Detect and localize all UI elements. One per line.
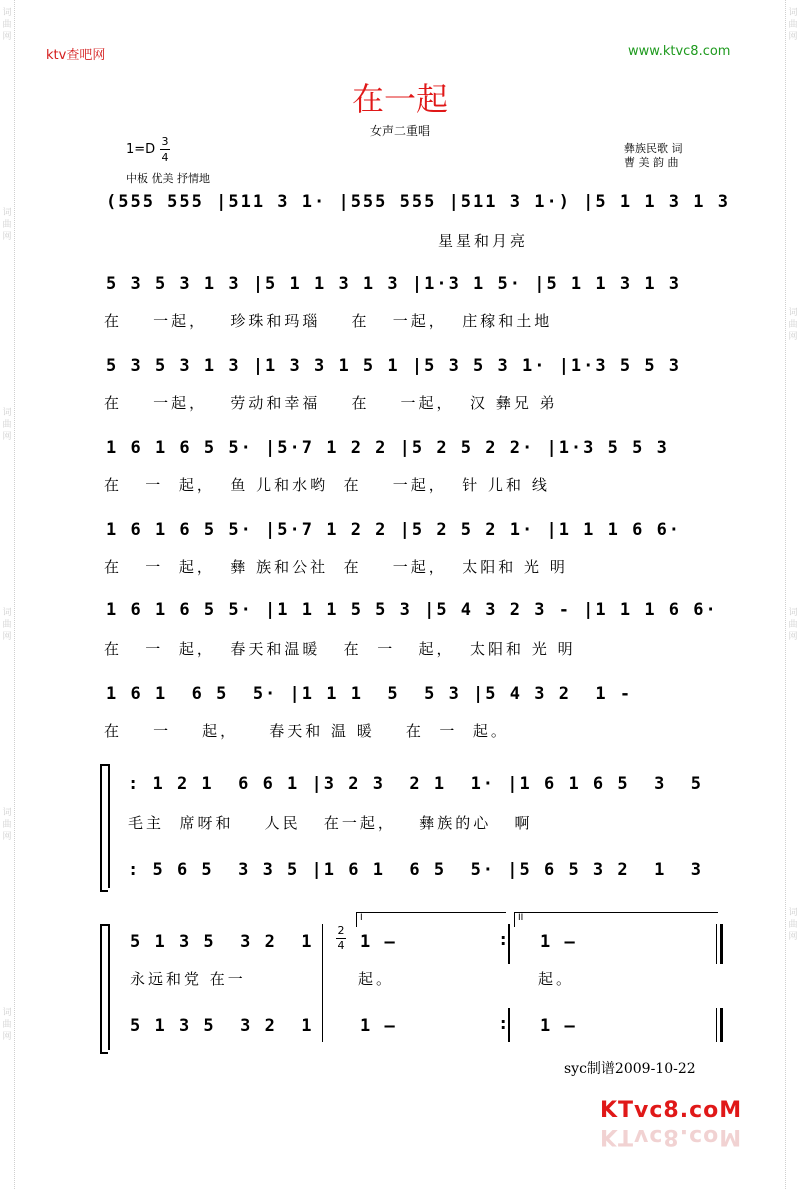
time-signature-bottom: 4	[161, 151, 169, 164]
tempo-marking: 中板 优美 抒情地	[126, 172, 210, 185]
second-ending-lyric: 起。	[538, 970, 575, 988]
time-signature-top: 3	[161, 135, 169, 148]
watermark-char: 曲	[788, 320, 798, 330]
watermark-char: 网	[788, 32, 798, 42]
duet-brace	[100, 764, 108, 892]
volta-1-label: I	[360, 913, 363, 923]
first-ending-lower-note: 1 –	[360, 1016, 397, 1036]
key-signature: 1=D	[126, 142, 156, 157]
ending-brace	[100, 924, 108, 1054]
duet-upper-lyrics: 毛主 席呀和 人民 在一起， 彝族的心 啊	[128, 814, 533, 832]
lyrics-row-5: 在 一 起， 彝 族和公社 在 一起， 太阳和 光 明	[104, 558, 568, 576]
watermark-char: 词	[2, 808, 12, 818]
watermark-char: 曲	[788, 20, 798, 30]
volta-2-label: II	[518, 913, 524, 923]
watermark-char: 曲	[2, 420, 12, 430]
lyricist-credit: 彝族民歌 词	[624, 142, 683, 155]
watermark-char: 网	[788, 332, 798, 342]
repeat-barline	[508, 924, 510, 964]
ending-time-bottom: 4	[337, 939, 345, 952]
watermark-char: 词	[2, 1008, 12, 1018]
notation-row-7: 1 6 1 6 5 5· |1 1 1 5 5 3 |5 4 3 2 1 -	[106, 684, 633, 704]
ending-time-signature	[336, 924, 346, 953]
watermark-char: 网	[2, 432, 12, 442]
final-barline-thick	[720, 924, 723, 964]
watermark-char: 词	[2, 408, 12, 418]
final-barline-thick-lower	[720, 1008, 723, 1042]
lyrics-row-1: 星星和月亮	[104, 232, 529, 250]
first-ending-lyric: 起。	[358, 970, 395, 988]
repeat-barline-lower	[508, 1008, 510, 1042]
second-ending-note: 1 –	[540, 932, 577, 952]
watermark-char: 词	[788, 8, 798, 18]
notation-row-4: 1 6 1 6 5 5· |5·7 1 2 2 |5 2 5 2 2· |1·3 5 5 3	[106, 438, 669, 458]
second-ending-bracket	[514, 912, 718, 927]
repeat-sign-lower: :	[500, 1014, 507, 1033]
watermark-char: 词	[788, 308, 798, 318]
second-ending-lower-note: 1 –	[540, 1016, 577, 1036]
watermark-char: 词	[788, 908, 798, 918]
final-barline-thin-lower	[716, 1008, 717, 1042]
notation-row-2: 5 3 5 3 1 3 |5 1 1 3 1 3 |1·3 1 5· |5 1 1 3 1 3	[106, 274, 682, 294]
lyrics-row-2: 在 一起， 珍珠和玛瑙 在 一起， 庄稼和土地	[104, 312, 553, 330]
watermark-char: 网	[2, 1032, 12, 1042]
watermark-char: 词	[2, 208, 12, 218]
song-subtitle: 女声二重唱	[369, 124, 430, 138]
watermark-char: 曲	[2, 220, 12, 230]
first-ending-bracket	[356, 912, 506, 927]
ending-time-top: 2	[337, 924, 345, 937]
watermark-column-right	[785, 0, 800, 1189]
watermark-char: 网	[788, 932, 798, 942]
credits	[624, 142, 683, 170]
notation-row-5: 1 6 1 6 5 5· |5·7 1 2 2 |5 2 5 2 1· |1 1 1 6 6·	[106, 520, 682, 540]
notation-row-1: (555 555 |511 3 1· |555 555 |511 3 1·) |5 1 1 3 1 3	[106, 192, 730, 212]
lyrics-row-6: 在 一 起， 春天和温暖 在 一 起， 太阳和 光 明	[104, 640, 576, 658]
ending-lower-notation: 5 1 3 5 3 2 1	[130, 1016, 314, 1036]
watermark-char: 曲	[788, 920, 798, 930]
duet-upper-notation: : 1 2 1 6 6 1 |3 2 3 2 1 1· |1 6 1 6 5 3 5	[128, 774, 704, 794]
ending-lyrics: 永远和党 在一	[130, 970, 246, 988]
lyrics-row-7: 在 一 起， 春天和 温 暖 在 一 起。	[104, 722, 509, 740]
lyrics-row-4: 在 一 起， 鱼 儿和水哟 在 一起， 针 儿和 线	[104, 476, 550, 494]
watermark-char: 曲	[2, 820, 12, 830]
watermark-char: 网	[2, 32, 12, 42]
lyrics-row-3: 在 一起， 劳动和幸福 在 一起， 汉 彝兄 弟	[104, 394, 558, 412]
watermark-char: 词	[788, 608, 798, 618]
watermark-char: 曲	[2, 20, 12, 30]
duet-lower-notation: : 5 6 5 3 3 5 |1 6 1 6 5 5· |5 6 5 3 2 1 3	[128, 860, 704, 880]
duet-system-barline	[108, 764, 110, 888]
site-logo-reflection: KTvc8.coM	[600, 1124, 743, 1149]
watermark-char: 曲	[2, 1020, 12, 1030]
watermark-char: 词	[2, 608, 12, 618]
time-signature	[160, 134, 170, 165]
watermark-char: 网	[2, 832, 12, 842]
notation-row-6: 1 6 1 6 5 5· |1 1 1 5 5 3 |5 4 3 2 3 - |1 1 1 6 6·	[106, 600, 718, 620]
watermark-char: 曲	[788, 620, 798, 630]
watermark-char: 网	[788, 632, 798, 642]
ending-system-barline	[108, 924, 110, 1050]
ending-upper-notation: 5 1 3 5 3 2 1	[130, 932, 314, 952]
watermark-char: 网	[2, 232, 12, 242]
final-barline-thin	[716, 924, 717, 964]
watermark-column-left	[0, 0, 15, 1189]
watermark-char: 词	[2, 8, 12, 18]
first-ending-note: 1 –	[360, 932, 397, 952]
watermark-char: 曲	[2, 620, 12, 630]
barline	[322, 924, 323, 1042]
composer-credit: 曹 美 韵 曲	[624, 156, 679, 169]
watermark-char: 网	[2, 632, 12, 642]
song-title: 在一起	[351, 80, 448, 118]
repeat-sign: :	[500, 930, 507, 949]
site-url-right[interactable]: www.ktvc8.com	[628, 44, 731, 59]
site-logo[interactable]: KTvc8.coM	[600, 1098, 743, 1123]
notation-row-3: 5 3 5 3 1 3 |1 3 3 1 5 1 |5 3 5 3 1· |1·3 5 5 3	[106, 356, 682, 376]
site-name-left[interactable]: ktv查吧网	[46, 48, 106, 63]
transcriber-signature: syc制谱2009-10-22	[564, 1061, 696, 1077]
